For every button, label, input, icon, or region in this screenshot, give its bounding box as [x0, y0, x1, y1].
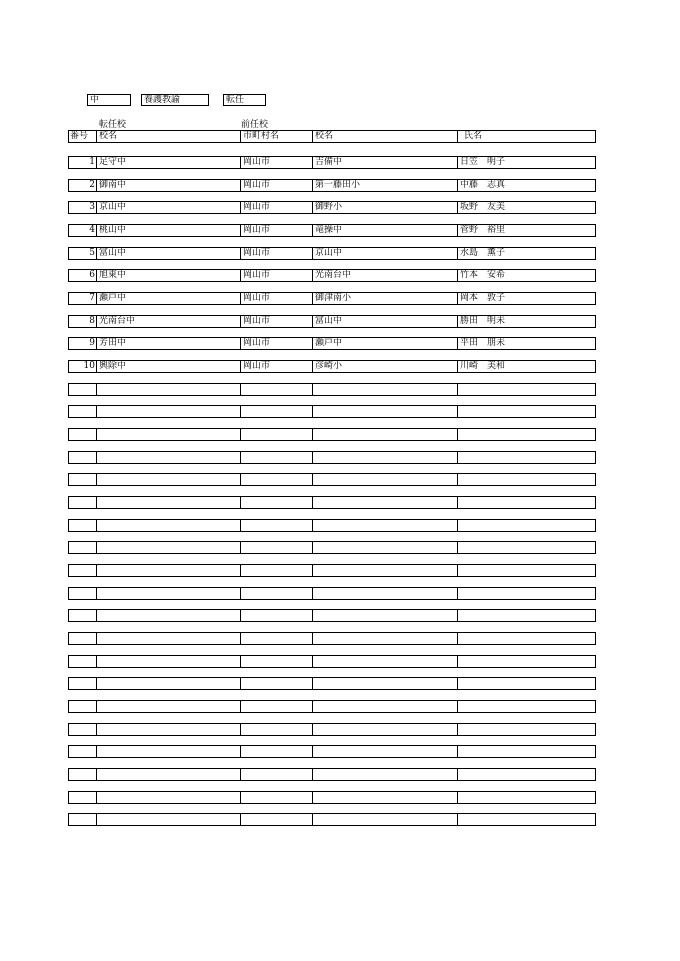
city-cell — [240, 429, 312, 440]
name-cell — [457, 724, 595, 735]
table-row — [68, 609, 596, 622]
city-cell — [240, 610, 312, 621]
city-cell — [240, 769, 312, 780]
table-row — [68, 541, 596, 554]
row-number — [69, 588, 96, 599]
name-cell — [457, 542, 595, 553]
prev-school-cell: 富山中 — [312, 316, 457, 327]
row-number: 3 — [89, 202, 95, 213]
row-number — [69, 814, 96, 825]
city-cell — [240, 792, 312, 803]
row-number — [69, 406, 96, 417]
table-row — [68, 677, 596, 690]
name-cell — [457, 656, 595, 667]
row-number — [69, 724, 96, 735]
row-number — [69, 792, 96, 803]
new-school-cell: 旭東中 — [96, 270, 240, 281]
row-number: 8 — [89, 315, 95, 326]
new-school-cell — [96, 452, 240, 463]
name-cell: 平田 朋未 — [457, 338, 595, 349]
row-number — [69, 497, 96, 508]
row-number — [69, 429, 96, 440]
new-school-cell: 御南中 — [96, 180, 240, 191]
new-school-cell — [96, 746, 240, 757]
prev-school-cell — [312, 610, 457, 621]
prev-school-cell — [312, 429, 457, 440]
name-cell: 菅野 裕里 — [457, 225, 595, 236]
city-cell: 岡山市 — [240, 293, 312, 304]
table-row — [68, 224, 596, 237]
col-header-prev-school: 校名 — [312, 131, 457, 142]
table-header-row — [68, 130, 596, 143]
row-number — [69, 474, 96, 485]
prev-school-cell: 御津南小 — [312, 293, 457, 304]
name-cell — [457, 678, 595, 689]
row-number: 9 — [89, 338, 95, 349]
name-cell — [457, 701, 595, 712]
table-row — [68, 315, 596, 328]
prev-school-cell — [312, 497, 457, 508]
table-row — [68, 292, 596, 305]
new-school-cell — [96, 656, 240, 667]
group-prev-school-heading: 前任校 — [241, 120, 269, 130]
prev-school-cell — [312, 724, 457, 735]
new-school-cell — [96, 406, 240, 417]
prev-school-cell — [312, 701, 457, 712]
city-cell — [240, 633, 312, 644]
city-cell — [240, 474, 312, 485]
row-number: 2 — [89, 179, 95, 190]
new-school-cell — [96, 633, 240, 644]
table-row — [68, 451, 596, 464]
row-number — [69, 565, 96, 576]
row-number — [69, 542, 96, 553]
table-row — [68, 768, 596, 781]
city-cell: 岡山市 — [240, 270, 312, 281]
level-label: 中 — [87, 94, 131, 106]
city-cell — [240, 724, 312, 735]
prev-school-cell: 京山中 — [312, 248, 457, 259]
prev-school-cell — [312, 769, 457, 780]
new-school-cell — [96, 474, 240, 485]
row-number: 1 — [89, 157, 95, 167]
name-cell: 川崎 美和 — [457, 361, 595, 372]
row-number: 4 — [89, 225, 95, 235]
city-cell — [240, 588, 312, 599]
new-school-cell — [96, 701, 240, 712]
table-row — [68, 247, 596, 260]
name-cell: 坂野 友美 — [457, 202, 595, 213]
row-number — [69, 656, 96, 667]
prev-school-cell — [312, 542, 457, 553]
city-cell — [240, 565, 312, 576]
table-row — [68, 632, 596, 645]
name-cell — [457, 497, 595, 508]
table-row — [68, 201, 596, 214]
new-school-cell — [96, 588, 240, 599]
name-cell: 中藤 志真 — [457, 180, 595, 191]
table-row — [68, 496, 596, 509]
position-label: 養護教諭 — [141, 94, 209, 106]
table-row — [68, 383, 596, 396]
name-cell — [457, 429, 595, 440]
city-cell: 岡山市 — [240, 248, 312, 259]
table-row — [68, 156, 596, 169]
new-school-cell — [96, 429, 240, 440]
new-school-cell: 京山中 — [96, 202, 240, 213]
name-cell — [457, 406, 595, 417]
new-school-cell: 瀬戸中 — [96, 293, 240, 304]
prev-school-cell — [312, 406, 457, 417]
new-school-cell — [96, 792, 240, 803]
city-cell — [240, 384, 312, 395]
name-cell: 勝田 明未 — [457, 316, 595, 327]
row-number — [69, 452, 96, 463]
table-row — [68, 519, 596, 532]
name-cell — [457, 769, 595, 780]
table-row — [68, 428, 596, 441]
city-cell — [240, 814, 312, 825]
city-cell: 岡山市 — [240, 180, 312, 191]
prev-school-cell: 第一藤田小 — [312, 180, 457, 191]
row-number: 7 — [89, 293, 95, 304]
new-school-cell: 足守中 — [96, 157, 240, 168]
table-row — [68, 564, 596, 577]
prev-school-cell — [312, 520, 457, 531]
prev-school-cell — [312, 792, 457, 803]
prev-school-cell — [312, 746, 457, 757]
name-cell: 竹本 安希 — [457, 270, 595, 281]
city-cell — [240, 656, 312, 667]
new-school-cell — [96, 565, 240, 576]
row-number: 10 — [83, 361, 95, 372]
city-cell — [240, 406, 312, 417]
table-row — [68, 700, 596, 713]
table-row — [68, 179, 596, 192]
name-cell — [457, 384, 595, 395]
new-school-cell: 興除中 — [96, 361, 240, 372]
col-header-name: 氏名 — [457, 131, 595, 142]
city-cell: 岡山市 — [240, 202, 312, 213]
name-cell — [457, 633, 595, 644]
row-number — [69, 384, 96, 395]
new-school-cell: 芳田中 — [96, 338, 240, 349]
prev-school-cell — [312, 474, 457, 485]
row-number — [69, 746, 96, 757]
city-cell — [240, 452, 312, 463]
table-row — [68, 813, 596, 826]
name-cell: 日笠 明子 — [457, 157, 595, 168]
new-school-cell: 桃山中 — [96, 225, 240, 236]
new-school-cell — [96, 769, 240, 780]
city-cell: 岡山市 — [240, 225, 312, 236]
table-row — [68, 405, 596, 418]
prev-school-cell: 竜操中 — [312, 225, 457, 236]
city-cell — [240, 542, 312, 553]
row-number — [69, 633, 96, 644]
city-cell: 岡山市 — [240, 157, 312, 168]
name-cell — [457, 474, 595, 485]
table-row — [68, 655, 596, 668]
row-number — [69, 701, 96, 712]
name-cell — [457, 792, 595, 803]
group-new-school-heading: 転任校 — [99, 120, 127, 130]
new-school-cell — [96, 678, 240, 689]
name-cell — [457, 610, 595, 621]
prev-school-cell — [312, 678, 457, 689]
new-school-cell — [96, 497, 240, 508]
prev-school-cell — [312, 814, 457, 825]
table-row — [68, 587, 596, 600]
prev-school-cell: 御野小 — [312, 202, 457, 213]
row-number — [69, 520, 96, 531]
col-header-city: 市町村名 — [240, 131, 312, 142]
transfer-type-label: 転任 — [223, 94, 266, 106]
name-cell — [457, 520, 595, 531]
name-cell: 岡本 敦子 — [457, 293, 595, 304]
table-row — [68, 269, 596, 282]
city-cell — [240, 497, 312, 508]
new-school-cell — [96, 610, 240, 621]
prev-school-cell — [312, 452, 457, 463]
prev-school-cell — [312, 384, 457, 395]
new-school-cell: 富山中 — [96, 248, 240, 259]
city-cell — [240, 520, 312, 531]
prev-school-cell: 彦崎小 — [312, 361, 457, 372]
row-number — [69, 610, 96, 621]
prev-school-cell: 光南台中 — [312, 270, 457, 281]
row-number: 6 — [89, 270, 95, 281]
new-school-cell — [96, 520, 240, 531]
city-cell: 岡山市 — [240, 316, 312, 327]
name-cell — [457, 452, 595, 463]
col-header-no: 番号 — [70, 131, 89, 141]
city-cell: 岡山市 — [240, 361, 312, 372]
city-cell — [240, 678, 312, 689]
table-row — [68, 360, 596, 373]
new-school-cell: 光南台中 — [96, 316, 240, 327]
table-row — [68, 791, 596, 804]
city-cell — [240, 746, 312, 757]
new-school-cell — [96, 724, 240, 735]
row-number: 5 — [89, 247, 95, 258]
new-school-cell — [96, 542, 240, 553]
prev-school-cell — [312, 588, 457, 599]
prev-school-cell — [312, 633, 457, 644]
city-cell: 岡山市 — [240, 338, 312, 349]
name-cell — [457, 746, 595, 757]
new-school-cell — [96, 384, 240, 395]
table-row — [68, 745, 596, 758]
row-number — [69, 769, 96, 780]
new-school-cell — [96, 814, 240, 825]
prev-school-cell: 吉備中 — [312, 157, 457, 168]
prev-school-cell — [312, 656, 457, 667]
name-cell — [457, 588, 595, 599]
col-header-new-school: 校名 — [96, 131, 240, 142]
row-number — [69, 678, 96, 689]
table-row — [68, 473, 596, 486]
name-cell — [457, 814, 595, 825]
table-row — [68, 723, 596, 736]
name-cell — [457, 565, 595, 576]
prev-school-cell — [312, 565, 457, 576]
name-cell: 水島 薫子 — [457, 248, 595, 259]
city-cell — [240, 701, 312, 712]
prev-school-cell: 瀬戸中 — [312, 338, 457, 349]
table-row — [68, 337, 596, 350]
